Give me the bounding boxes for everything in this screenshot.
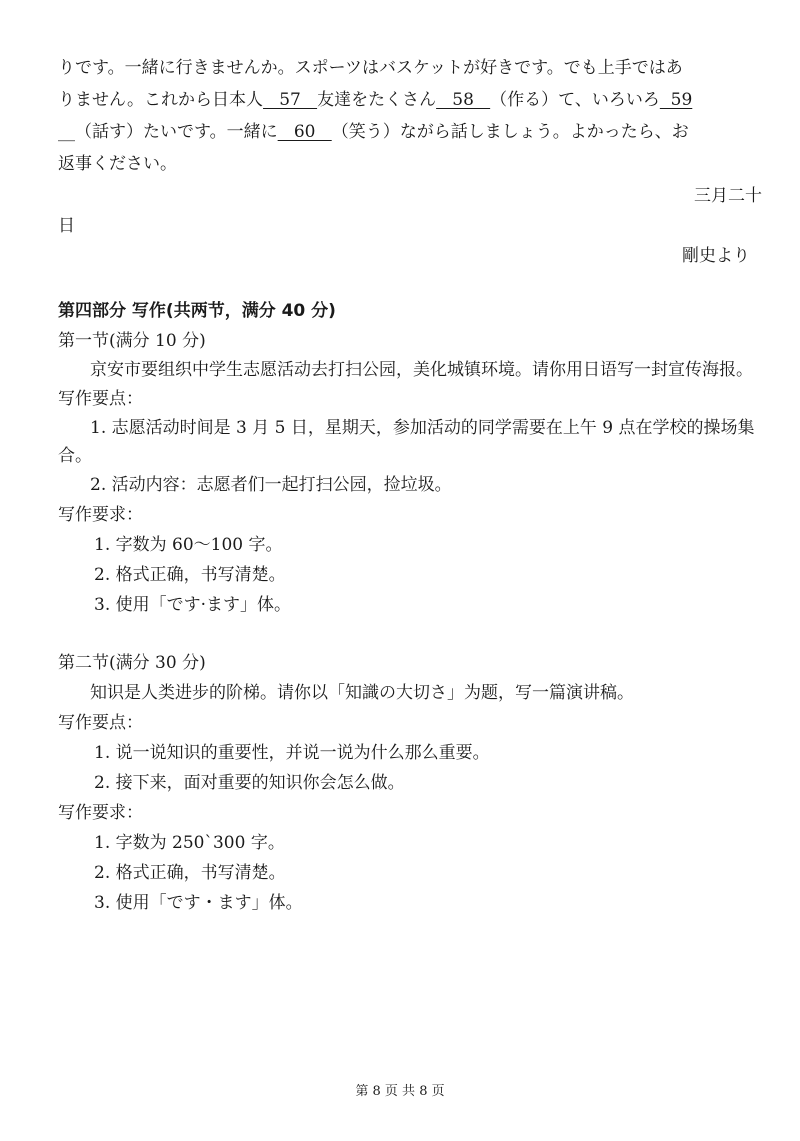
s2-req-1: 1. 字数为 250`300 字。	[94, 833, 285, 853]
s2-points-label: 写作要点：	[58, 713, 143, 733]
letter-date-cont	[58, 210, 762, 242]
letter-text: （作る）て、いろいろ	[490, 90, 660, 110]
blank-58: 58	[436, 90, 491, 110]
letter-date	[58, 180, 762, 212]
s2-req-3: 3. 使用「です・ます」体。	[94, 893, 303, 913]
letter-line-3	[58, 116, 762, 148]
letter-text: りです。一緒に行きませんか。スポーツはバスケットが好きです。でも上手ではあ	[58, 58, 683, 78]
s2-prompt: 知识是人类进步的阶梯。请你以「知識の大切さ」为题，写一篇演讲稿。	[90, 683, 634, 703]
blank-60: 60	[277, 122, 332, 142]
s1-req-3: 3. 使用「です·ます」体。	[94, 595, 292, 615]
s1-req-2: 2. 格式正确，书写清楚。	[94, 565, 286, 585]
letter-text: （話す）たいです。一緒に	[75, 122, 278, 142]
s1-req-label: 写作要求：	[58, 505, 143, 525]
spacer	[58, 620, 762, 648]
blank-59: 59	[659, 90, 693, 110]
signature-text: 剛史より	[682, 246, 750, 266]
letter-text: 返事ください。	[58, 154, 177, 174]
s2-heading: 第二节(满分 30 分)	[58, 653, 206, 673]
blank-57: 57	[263, 90, 318, 110]
part4-title: 第四部分 写作(共两节，满分 40 分)	[58, 301, 336, 321]
s1-points-label: 写作要点：	[58, 389, 143, 409]
letter-line-2	[58, 84, 762, 116]
letter-text: （笑う）ながら話しましょう。よかったら、お	[331, 122, 689, 142]
letter-line-4	[58, 148, 762, 180]
letter-signature	[58, 240, 762, 272]
letter-line-1	[58, 52, 762, 84]
blank-59-cont: __	[58, 122, 75, 142]
part4-section	[58, 296, 762, 918]
s1-heading: 第一节(满分 10 分)	[58, 331, 206, 351]
page-footer: 第 8 页 共 8 页	[355, 1084, 445, 1099]
date-text: 日	[58, 216, 75, 236]
s1-point-2: 2. 活动内容：志愿者们一起打扫公园，捡垃圾。	[90, 475, 452, 495]
s2-req-label: 写作要求：	[58, 803, 143, 823]
letter-text: 友達をたくさん	[317, 90, 437, 110]
s1-prompt: 京安市要组织中学生志愿活动去打扫公园，美化城镇环境。请你用日语写一封宣传海报。	[90, 360, 753, 380]
letter-text: りません。これから日本人	[58, 90, 264, 110]
s2-point-1: 1. 说一说知识的重要性，并说一说为什么那么重要。	[94, 743, 490, 763]
s2-point-2: 2. 接下来，面对重要的知识你会怎么做。	[94, 773, 405, 793]
s2-req-2: 2. 格式正确，书写清楚。	[94, 863, 286, 883]
s1-req-1: 1. 字数为 60～100 字。	[94, 535, 283, 555]
date-text: 三月二十	[694, 186, 762, 206]
s1-point-1: 1. 志愿活动时间是 3 月 5 日，星期天，参加活动的同学需要在上午 9 点在学校的操场集合。	[58, 418, 755, 466]
